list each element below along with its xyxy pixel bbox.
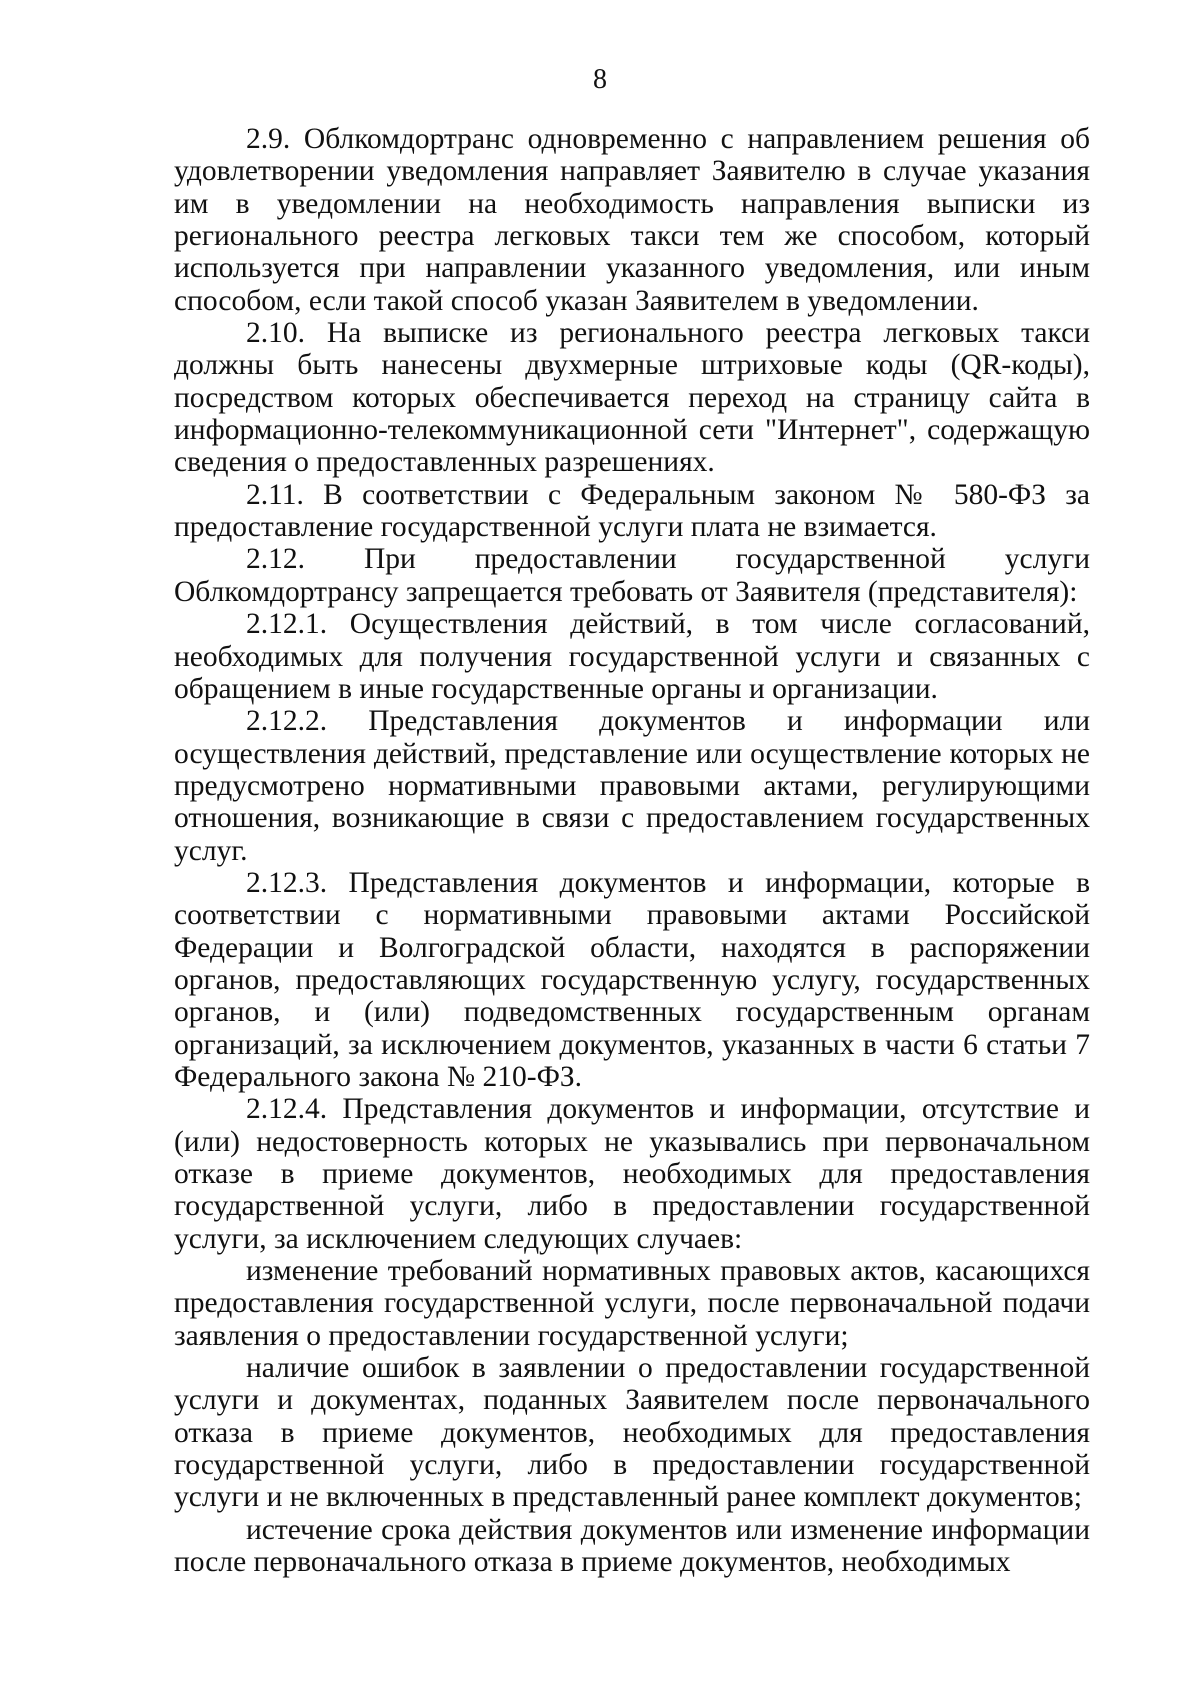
paragraph-2-11: 2.11. В соответствии с Федеральным законом № 580-ФЗ за предоставление государственной услуги плата не взимается. [174,478,1090,544]
paragraph-2-12: 2.12. При предоставлении государственной услуги Облкомдортрансу запрещается требовать от Заявителя (представителя): [174,543,1090,608]
exception-item-1: изменение требований нормативных правовых актов, касающихся предоставления государственной услуги, после первоначальной подачи заявления о предоставлении государственной услуги; [174,1255,1090,1352]
exception-item-2: наличие ошибок в заявлении о предоставлении государственной услуги и документах, поданных Заявителем после первоначального отказа в приеме документов, необходимых для предоставления государственной услуги, либо в предоставлении государственной услуги и не включенных в представленный ранее комплект документов; [174,1352,1090,1514]
paragraph-2-12-4: 2.12.4. Представления документов и информации, отсутствие и (или) недостоверность которых не указывались при первоначальном отказе в приеме документов, необходимых для предоставления государственной услуги, либо в предоставлении государственной услуги, за исключением следующих случаев: [174,1093,1090,1255]
document-body [174,123,1090,1578]
paragraph-2-12-2: 2.12.2. Представления документов и информации или осуществления действий, представление или осуществление которых не предусмотрено нормативными правовыми актами, регулирующими отношения, возникающие в связи с предоставлением государственных услуг. [174,705,1090,867]
paragraph-2-9: 2.9. Облкомдортранс одновременно с направлением решения об удовлетворении уведомления направляет Заявителю в случае указания им в уведомлении на необходимость направления выписки из регионального реестра легковых такси тем же способом, который используется при направлении указанного уведомления, или иным способом, если такой способ указан Заявителем в уведомлении. [174,123,1090,317]
exception-item-3: истечение срока действия документов или изменение информации после первоначального отказа в приеме документов, необходимых [174,1513,1090,1579]
paragraph-2-12-1: 2.12.1. Осуществления действий, в том числе согласований, необходимых для получения государственной услуги и связанных с обращением в иные государственные органы и организации. [174,608,1090,705]
paragraph-2-12-3: 2.12.3. Представления документов и информации, которые в соответствии с нормативными правовыми актами Российской Федерации и Волгоградской области, находятся в распоряжении органов, предоставляющих государственную услугу, государственных органов, и (или) подведомственных государственным органам организаций, за исключением документов, указанных в части 6 статьи 7 Федерального закона № 210-ФЗ. [174,866,1090,1093]
paragraph-2-10: 2.10. На выписке из регионального реестра легковых такси должны быть нанесены двухмерные штриховые коды (QR-коды), посредством которых обеспечивается переход на страницу сайта в информационно-телекоммуникационной сети "Интернет", содержащую сведения о предоставленных разрешениях. [174,317,1090,479]
page-number: 8 [593,64,607,95]
